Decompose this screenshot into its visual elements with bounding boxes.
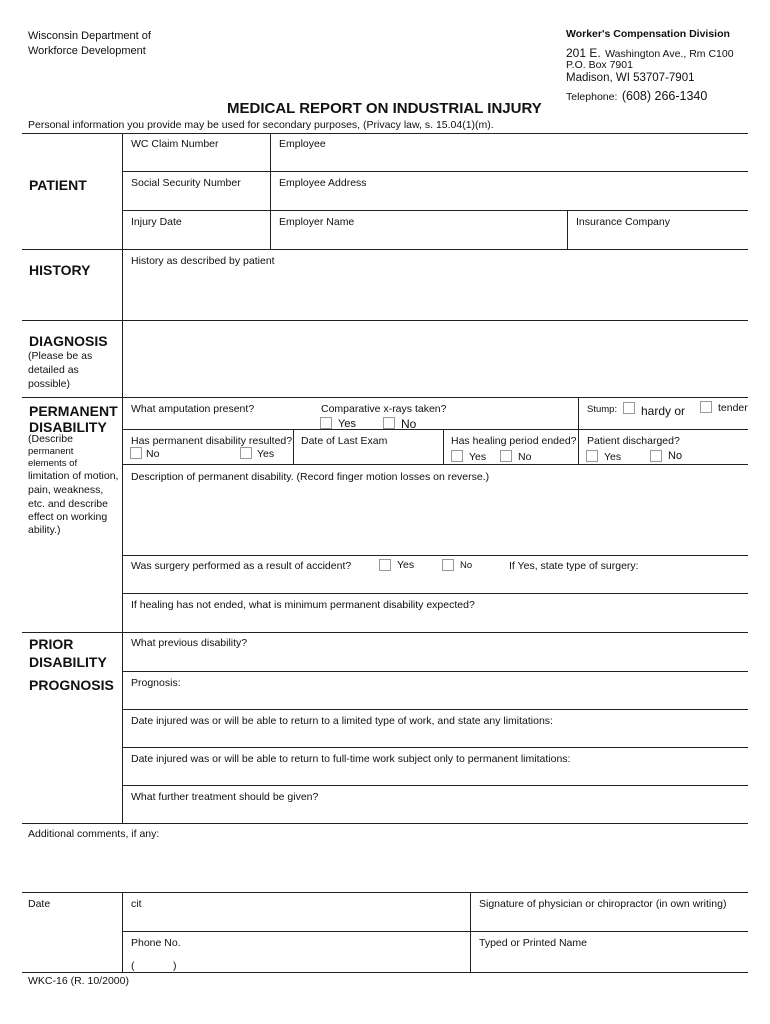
stump-hardy-label: hardy or <box>641 404 686 418</box>
section-prior-disability: DISABILITY <box>29 654 107 670</box>
fulltime-work-label: Date injured was or will be able to return to full-time work subject only to permanent limitations: <box>131 753 571 765</box>
previous-disability-label: What previous disability? <box>131 637 248 649</box>
rule <box>122 171 748 172</box>
rule <box>567 210 568 249</box>
surgery-yes-checkbox[interactable] <box>379 559 391 571</box>
xrays-no-checkbox[interactable] <box>383 417 395 429</box>
rule <box>293 429 294 464</box>
surgery-no-checkbox[interactable] <box>442 559 454 571</box>
discharged-no-checkbox[interactable] <box>650 450 662 462</box>
rule <box>122 464 748 465</box>
phone-paren-open: ( <box>131 960 135 972</box>
rule <box>122 210 748 211</box>
rule <box>122 133 123 823</box>
agency-line-1: Wisconsin Department of <box>28 30 151 42</box>
permanent-note-4: limitation of motion, <box>28 470 119 482</box>
perm-yes-label: Yes <box>257 448 275 460</box>
perm-no-label: No <box>146 448 160 460</box>
discharged-yes-label: Yes <box>604 451 622 463</box>
perm-description-label: Description of permanent disability. (Record finger motion losses on reverse.) <box>131 471 490 483</box>
rule <box>122 671 748 672</box>
section-diagnosis: DIAGNOSIS <box>29 333 108 349</box>
rule <box>122 555 748 556</box>
city-zip: Madison, WI 53707-7901 <box>566 72 695 84</box>
form-title: MEDICAL REPORT ON INDUSTRIAL INJURY <box>227 100 542 117</box>
rule <box>122 593 748 594</box>
section-patient: PATIENT <box>29 177 87 193</box>
healing-no-label: No <box>518 451 532 463</box>
rule <box>122 709 748 710</box>
stump-label: Stump: <box>587 404 618 415</box>
perm-yes-checkbox[interactable] <box>240 447 252 459</box>
rule <box>22 823 748 824</box>
permanent-note-1: (Describe <box>28 433 73 445</box>
ssn-label: Social Security Number <box>131 177 241 189</box>
employer-name-label: Employer Name <box>279 216 355 228</box>
surgery-no-label: No <box>460 560 473 571</box>
telephone-number: (608) 266-1340 <box>621 89 708 103</box>
rule <box>22 632 748 633</box>
telephone <box>566 87 707 105</box>
min-perm-label: If healing has not ended, what is minimum permanent disability expected? <box>131 599 475 611</box>
permanent-note-8: ability.) <box>28 524 61 536</box>
discharged-yes-checkbox[interactable] <box>586 450 598 462</box>
diagnosis-note-2: detailed as <box>28 364 79 376</box>
permanent-note-3: elements of <box>28 458 78 469</box>
surgery-yes-label: Yes <box>397 559 415 571</box>
discharged-label: Patient discharged? <box>587 435 680 447</box>
rule <box>122 429 748 430</box>
rule <box>122 892 123 972</box>
permanent-note-2: permanent <box>28 446 74 457</box>
rule <box>122 785 748 786</box>
rule <box>470 892 471 972</box>
rule <box>443 429 444 464</box>
healing-yes-checkbox[interactable] <box>451 450 463 462</box>
xrays-no-label: No <box>401 417 417 431</box>
wc-claim-number-label: WC Claim Number <box>131 138 219 150</box>
insurance-company-label: Insurance Company <box>576 216 670 228</box>
telephone-label: Telephone: <box>566 91 618 103</box>
limited-work-label: Date injured was or will be able to return to a limited type of work, and state any limitations: <box>131 715 553 727</box>
surgery-type-label: If Yes, state type of surgery: <box>509 560 639 572</box>
section-permanent: PERMANENT <box>29 403 118 419</box>
form-id: WKC-16 (R. 10/2000) <box>28 975 129 987</box>
stump-hardy-checkbox[interactable] <box>623 402 635 414</box>
surgery-label: Was surgery performed as a result of accident? <box>131 560 352 572</box>
perm-resulted-label: Has permanent disability resulted? <box>131 435 293 447</box>
address-number: 201 E. <box>566 46 601 60</box>
rule <box>22 972 748 973</box>
stump-tender-checkbox[interactable] <box>700 401 712 413</box>
phone-label: Phone No. <box>131 937 181 949</box>
history-label: History as described by patient <box>131 255 275 267</box>
section-prognosis: PROGNOSIS <box>29 677 114 693</box>
amputation-label: What amputation present? <box>131 403 255 415</box>
xrays-yes-label: Yes <box>338 418 356 430</box>
last-exam-label: Date of Last Exam <box>301 435 388 447</box>
cit-label: cit <box>131 898 142 910</box>
date-label: Date <box>28 898 51 910</box>
healing-yes-label: Yes <box>469 451 487 463</box>
rule <box>122 931 748 932</box>
permanent-note-5: pain, weakness, <box>28 484 104 496</box>
rule <box>22 397 748 398</box>
healing-ended-label: Has healing period ended? <box>451 435 577 447</box>
employee-label: Employee <box>279 138 326 150</box>
permanent-note-6: etc. and describe <box>28 498 108 510</box>
section-history: HISTORY <box>29 262 91 278</box>
prognosis-label: Prognosis: <box>131 677 181 689</box>
rule <box>578 397 579 464</box>
perm-no-checkbox[interactable] <box>130 447 142 459</box>
injury-date-label: Injury Date <box>131 216 182 228</box>
phone-paren-close: ) <box>173 960 177 972</box>
section-prior: PRIOR <box>29 636 74 652</box>
rule <box>22 249 748 250</box>
rule <box>122 747 748 748</box>
typed-name-label: Typed or Printed Name <box>479 937 587 949</box>
rule <box>22 133 748 134</box>
rule <box>22 892 748 893</box>
additional-comments-label: Additional comments, if any: <box>28 828 160 840</box>
permanent-note-7: effect on working <box>28 511 108 523</box>
address-street: Washington Ave., Rm C100 <box>605 48 734 60</box>
xrays-label: Comparative x-rays taken? <box>321 403 447 415</box>
healing-no-checkbox[interactable] <box>500 450 512 462</box>
po-box: P.O. Box 7901 <box>566 59 633 71</box>
division-name: Worker's Compensation Division <box>566 28 730 40</box>
employee-address-label: Employee Address <box>279 177 367 189</box>
rule <box>270 133 271 249</box>
diagnosis-note-1: (Please be as <box>28 350 93 362</box>
discharged-no-label: No <box>668 450 683 462</box>
agency-line-2: Workforce Development <box>28 45 146 57</box>
privacy-notice: Personal information you provide may be used for secondary purposes, (Privacy law, s. 15.04(1)(m). <box>28 119 494 131</box>
section-disability: DISABILITY <box>29 419 107 435</box>
rule <box>22 320 748 321</box>
xrays-yes-checkbox[interactable] <box>320 417 332 429</box>
diagnosis-note-3: possible) <box>28 378 71 390</box>
further-treatment-label: What further treatment should be given? <box>131 791 319 803</box>
stump-tender-label: tender <box>718 402 748 414</box>
signature-label: Signature of physician or chiropractor (in own writing) <box>479 898 727 910</box>
